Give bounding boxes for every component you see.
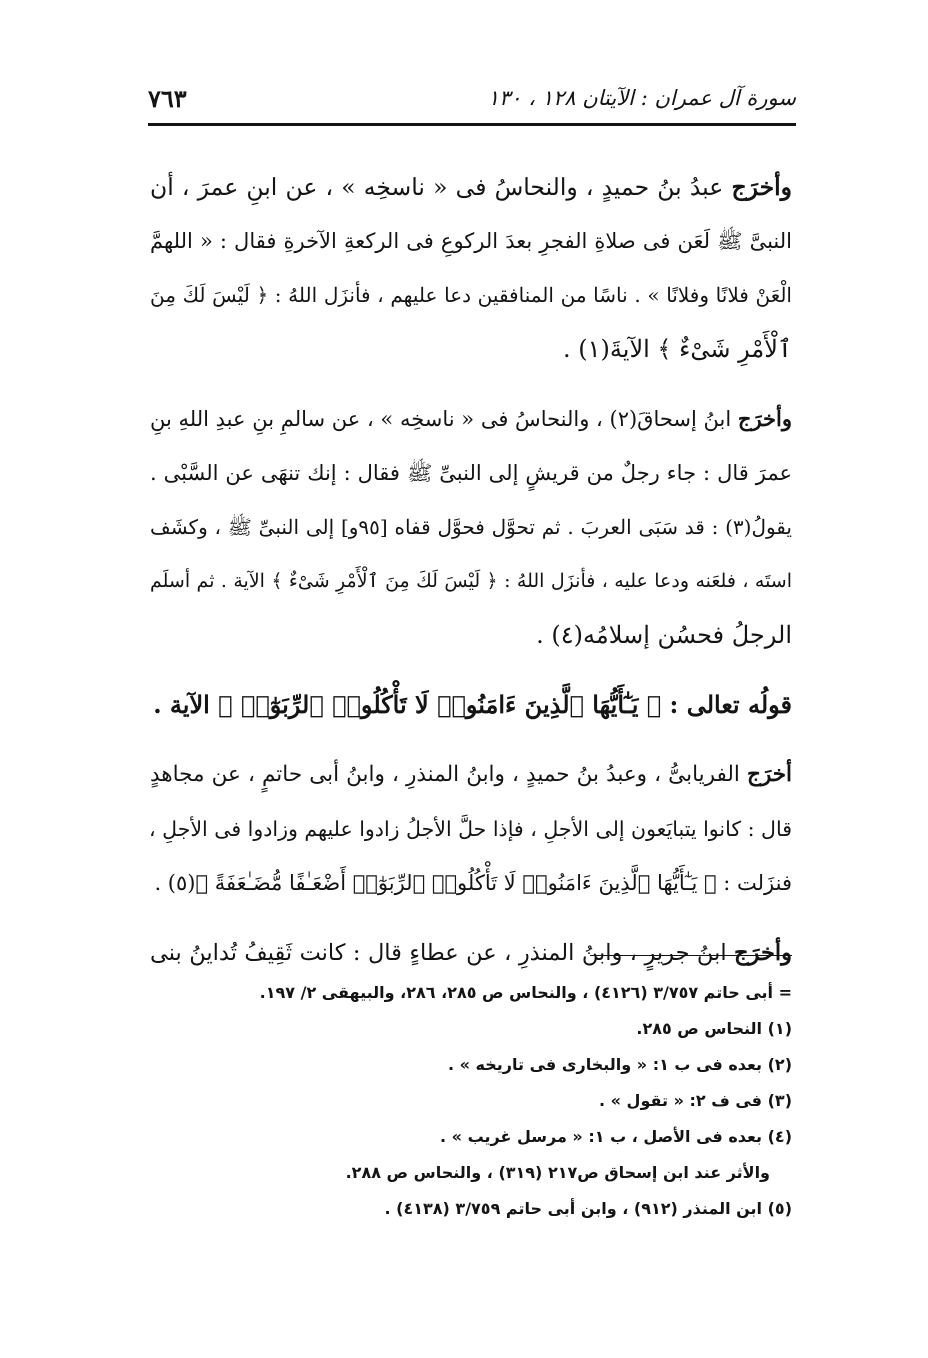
text-line: وأخرَج ابنُ جريرٍ ، وابنُ المنذرِ ، عن عطاءٍ قال : كانت ثَقِيفُ تُداينُ بنى xyxy=(150,940,792,966)
footnote-line: = أبى حاتم ٣/٧٥٧ (٤١٢٦) ، والنحاس ص ٢٨٥، ٢٨٦، والبيهقى ٢/ ١٩٧. xyxy=(259,983,792,1002)
footnote-line: والأثر عند ابن إسحاق ص٢١٧ (٣١٩) ، والنحاس ص ٢٨٨. xyxy=(345,1163,770,1182)
text-line: أخرَج الفريابىُّ ، وعبدُ بنُ حميدٍ ، وابنُ المنذرِ ، وابنُ أبى حاتمٍ ، عن مجاهدٍ xyxy=(150,762,792,787)
text-line: الرجلُ فحسُن إسلامُه(٤) . xyxy=(536,621,792,649)
text-line: فنزَلت : ﴿ يَـٰٓأَيُّهَا ٱلَّذِينَ ءَامَنُوا۟ لَا تَأْكُلُوا۟ ٱلرِّبَوٰٓا۟ أَضْعَـٰفًا مُّضَـٰعَفَةً ﴾(٥) . xyxy=(154,871,792,895)
page-header xyxy=(148,80,796,120)
text-line: وأخرَج ابنُ إسحاقَ(٢) ، والنحاسُ فى « ناسخِه » ، عن سالمِ بنِ عبدِ اللهِ بنِ xyxy=(150,406,792,431)
text-line: استَه ، فلعَنه ودعا عليه ، فأنزَل اللهُ : ﴿ لَيْسَ لَكَ مِنَ ٱلْأَمْرِ شَىْءٌ ﴾ الآية . ثم أسلَم xyxy=(150,570,792,592)
footnote-line: (٤) بعده فى الأصل ، ب ١: « مرسل غريب » . xyxy=(440,1127,792,1146)
footnote-separator xyxy=(590,955,792,956)
paragraph xyxy=(150,392,792,662)
text-line: وأخرَج عبدُ بنُ حميدٍ ، والنحاسُ فى « ناسخِه » ، عن ابنِ عمرَ ، أن xyxy=(150,173,792,201)
text-line: الْعَنْ فلانًا وفلانًا » . ناسًا من المنافقين دعا عليهم ، فأنزَل اللهُ : ﴿ لَيْسَ لَكَ مِنَ xyxy=(150,283,792,307)
section-heading: قولُه تعالى : ﴿ يَـٰٓأَيُّهَا ٱلَّذِينَ ءَامَنُوا۟ لَا تَأْكُلُوا۟ ٱلرِّبَوٰٓا۟ ﴾ الآية . xyxy=(153,690,792,719)
paragraph-lead: أخرَج xyxy=(746,762,792,787)
paragraph-lead: وأخرَج xyxy=(737,406,792,431)
text-line: ٱلْأَمْرِ شَىْءٌ ﴾ الآيةَ(١) . xyxy=(563,335,792,363)
text-line: يقولُ(٣) : قد سَبَى العربَ . ثم تحوَّل فحوَّل قفاه [٩٥و] إلى النبىِّ ﷺ ، وكشَف xyxy=(150,515,792,539)
page-number: ٧٦٣ xyxy=(148,84,187,113)
paragraph-lead: وأخرَج xyxy=(731,173,792,201)
main-text xyxy=(150,160,792,980)
text-line: قال : كانوا يتبايَعون إلى الأجلِ ، فإذا حلَّ الأجلُ زادوا عليهم وزادوا فى الأجلِ ، xyxy=(149,817,792,841)
header-rule xyxy=(148,123,796,126)
running-title: سورة آل عمران : الآيتان ١٢٨ ، ١٣٠ xyxy=(487,86,796,110)
paragraph-lead: وأخرَج xyxy=(734,940,792,966)
footnote-line: (٢) بعده فى ب ١: « والبخارى فى تاريخه » . xyxy=(448,1055,792,1074)
paragraph xyxy=(150,926,792,980)
text-line: النبىَّ ﷺ لَعَن فى صلاةِ الفجرِ بعدَ الركوعِ فى الركعةِ الآخرةِ فقال : « اللهمَّ xyxy=(150,229,792,253)
text-line: عمرَ قال : جاء رجلٌ من قريشٍ إلى النبىِّ ﷺ فقال : إنك تنهَى عن السَّبْى . xyxy=(150,461,792,485)
footnotes xyxy=(150,975,792,1227)
footnote-line: (٣) فى ف ٢: « تقول » . xyxy=(599,1091,792,1110)
paragraph xyxy=(150,160,792,376)
footnote-line: (١) النحاس ص ٢٨٥. xyxy=(636,1019,792,1038)
paragraph xyxy=(150,748,792,910)
footnote-line: (٥) ابن المنذر (٩١٢) ، وابن أبى حاتم ٣/٧٥٩ (٤١٣٨) . xyxy=(384,1199,792,1218)
